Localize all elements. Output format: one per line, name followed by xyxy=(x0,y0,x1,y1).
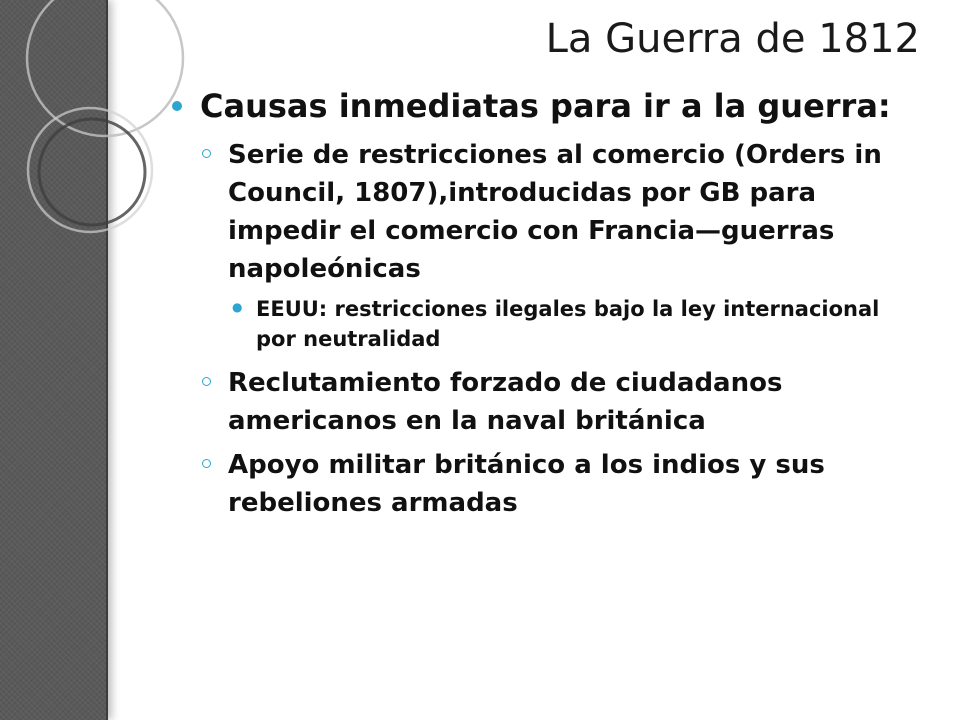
sub-bullet-text: Serie de restricciones al comercio (Orders in Council, 1807),introducidas por GB para impedir el comercio con Francia—guerras napoleónicas xyxy=(228,140,882,284)
main-bullet-item xyxy=(170,86,910,126)
hollow-circle-bullet-icon xyxy=(202,149,211,158)
sub-bullet-item xyxy=(200,446,910,522)
sub-bullet-text: Apoyo militar británico a los indios y sus rebeliones armadas xyxy=(228,450,825,518)
hollow-circle-bullet-icon xyxy=(202,377,211,386)
filled-circle-bullet-icon xyxy=(172,101,182,111)
sub-bullet-item xyxy=(200,136,910,288)
nested-bullet-text: EEUU: restricciones ilegales bajo la ley internacional por neutralidad xyxy=(256,297,880,351)
nested-bullet-item xyxy=(228,294,910,354)
slide-title: La Guerra de 1812 xyxy=(545,16,920,62)
main-bullet-text: Causas inmediatas para ir a la guerra: xyxy=(200,87,891,125)
dot-bullet-icon: ● xyxy=(232,300,243,314)
sub-bullet-text: Reclutamiento forzado de ciudadanos americanos en la naval británica xyxy=(228,368,783,436)
sub-bullet-item xyxy=(200,364,910,440)
decorative-ring-outer xyxy=(28,108,152,232)
bullet-list xyxy=(170,86,910,528)
hollow-circle-bullet-icon xyxy=(202,459,211,468)
decorative-ring-large xyxy=(27,0,183,136)
